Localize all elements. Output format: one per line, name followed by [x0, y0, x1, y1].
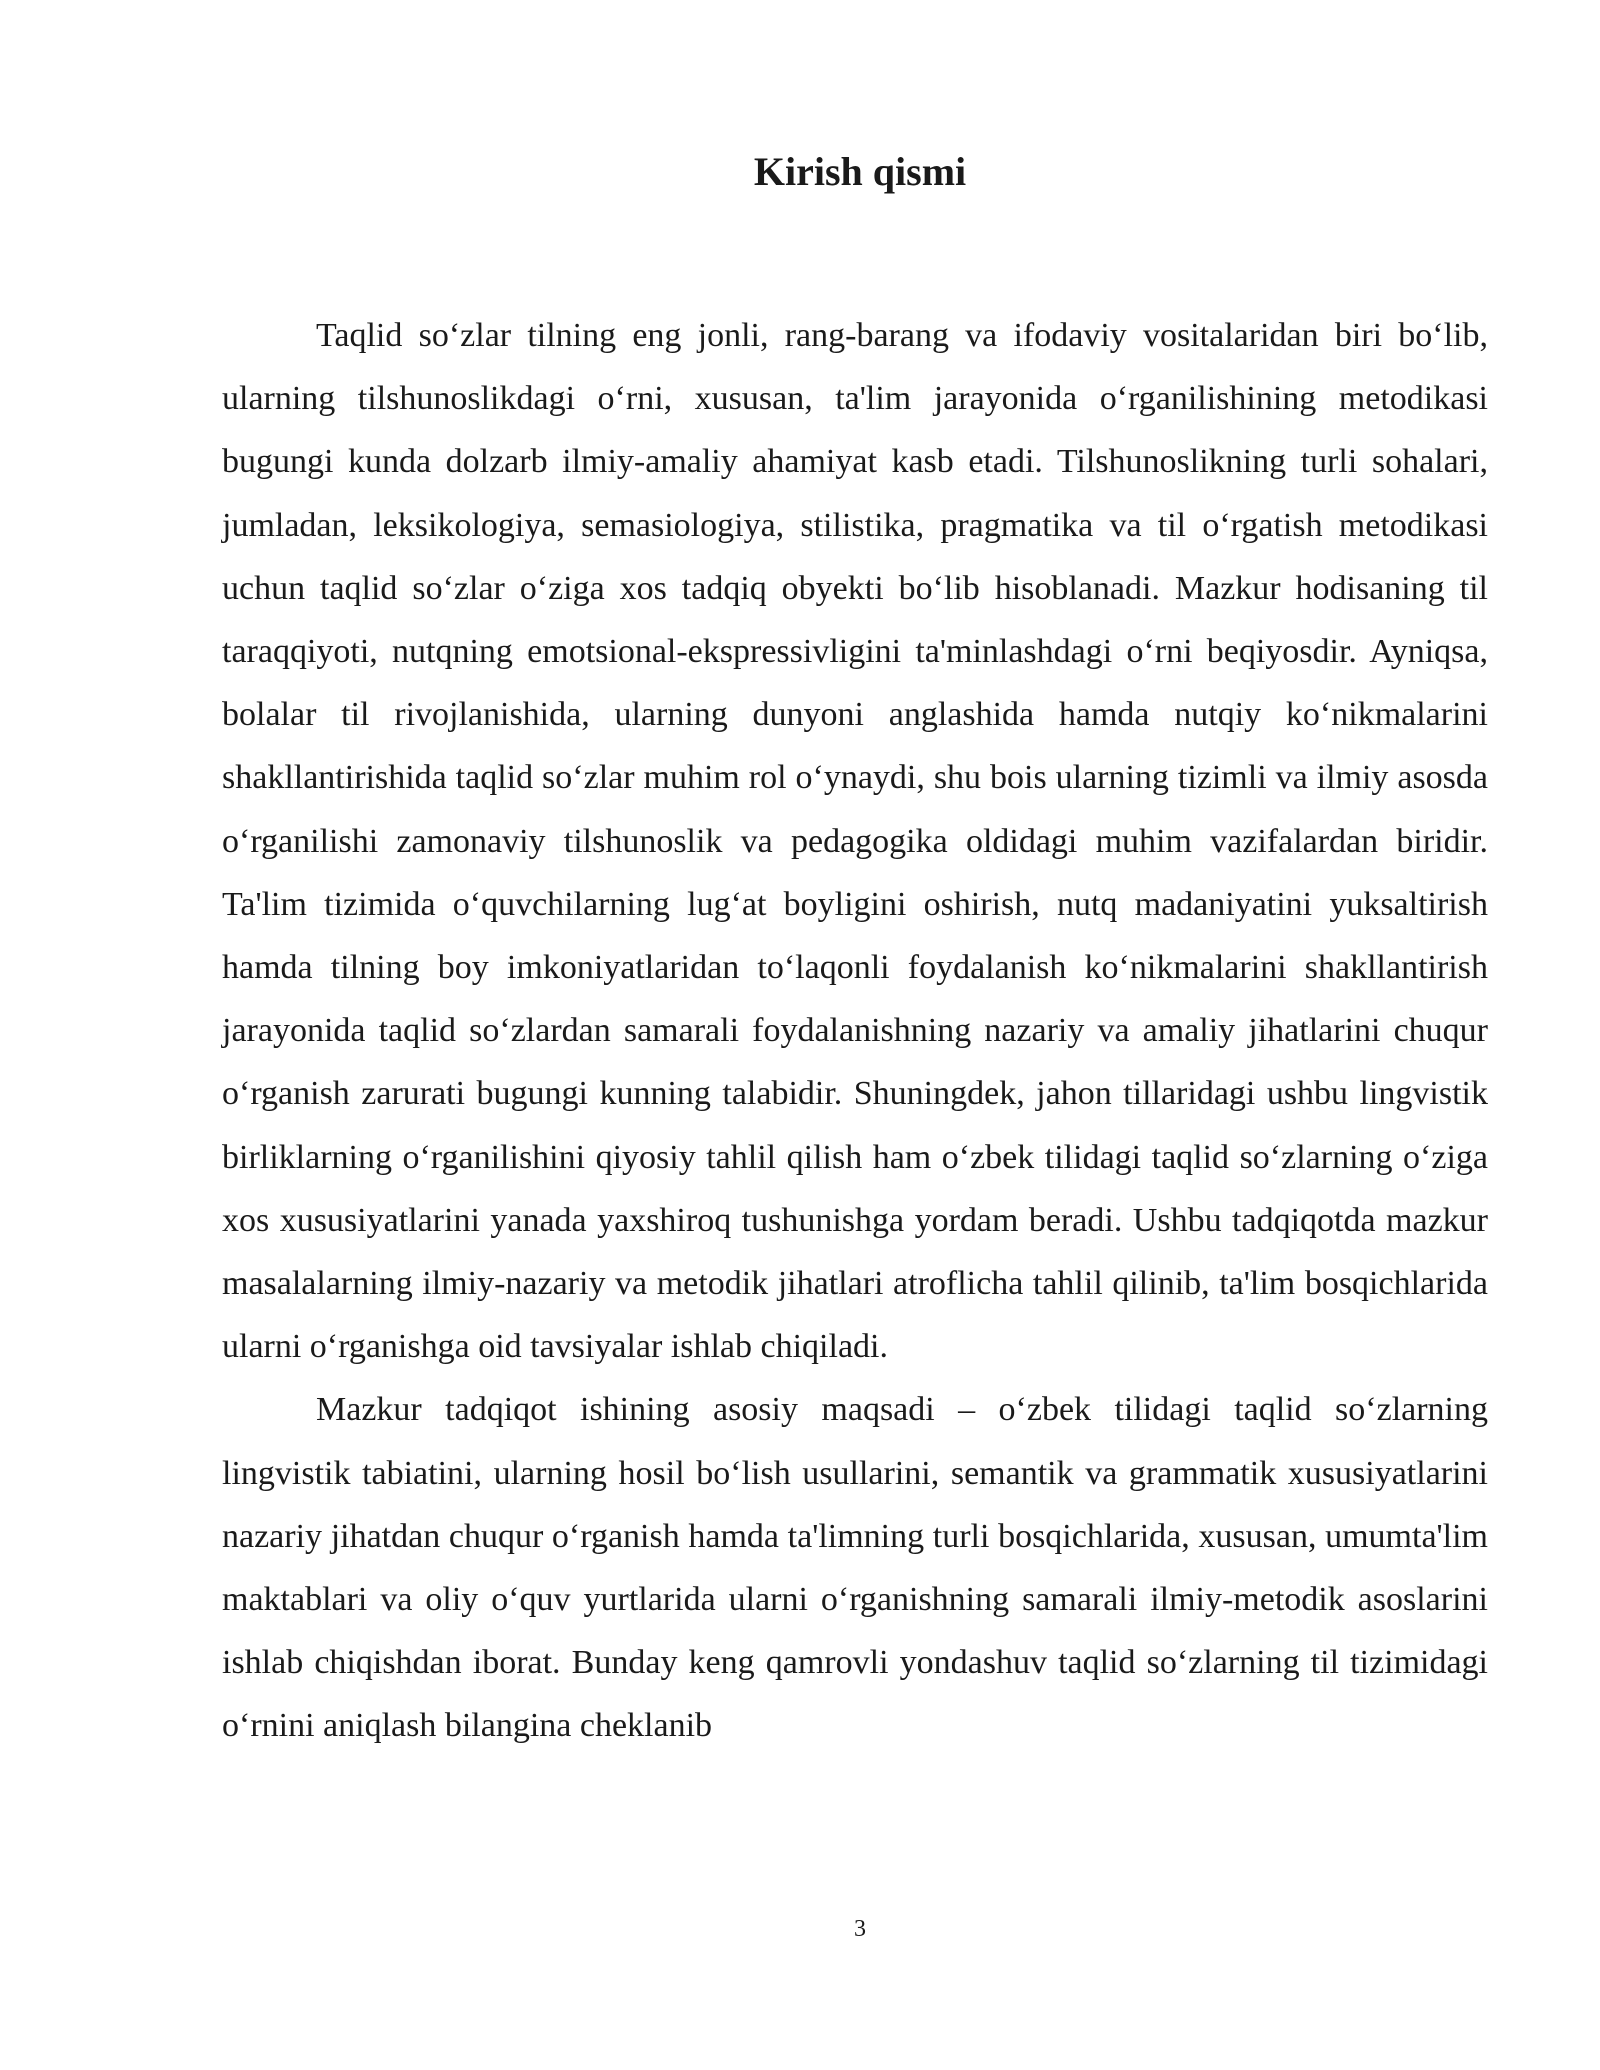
paragraph-2: Mazkur tadqiqot ishining asosiy maqsadi – o‘zbek tilidagi taqlid so‘zlarning lingvistik tabiatini, ularning hosil bo‘lish usullarini, semantik va grammatik xususiyatlarini nazariy jihatdan chuqur o‘rganish hamda ta'limning turli bosqichlarida, xususan, umumta'lim maktablari va oliy o‘quv yurtlarida ularni o‘rganishning samarali ilmiy-metodik asoslarini ishlab chiqishdan iborat. Bunday keng qamrovli yondashuv taqlid so‘zlarning til tizimidagi o‘rnini aniqlash bilangina cheklanib — [222, 1391, 1488, 1745]
page-title: Kirish qismi — [753, 149, 967, 194]
page-number: 3 — [854, 1916, 866, 1942]
paragraph-1: Taqlid so‘zlar tilning eng jonli, rang-barang va ifodaviy vositalaridan biri bo‘lib, ularning tilshunoslikdagi o‘rni, xususan, ta'lim jarayonida o‘rganilishining metodikasi bugungi kunda dolzarb ilmiy-amaliy ahamiyat kasb etadi. Tilshunoslikning turli sohalari, jumladan, leksikologiya, semasiologiya, stilistika, pragmatika va til o‘rgatish metodikasi uchun taqlid so‘zlar o‘ziga xos tadqiq obyekti bo‘lib hisoblanadi. Mazkur hodisaning til taraqqiyoti, nutqning emotsional-ekspressivligini ta'minlashdagi o‘rni beqiyosdir. Ayniqsa, bolalar til rivojlanishida, ularning dunyoni anglashida hamda nutqiy ko‘nikmalarini shakllantirishida taqlid so‘zlar muhim rol o‘ynaydi, shu bois ularning tizimli va ilmiy asosda o‘rganilishi zamonaviy tilshunoslik va pedagogika oldidagi muhim vazifalardan biridir. Ta'lim tizimida o‘quvchilarning lug‘at boyligini oshirish, nutq madaniyatini yuksaltirish hamda tilning boy imkoniyatlaridan to‘laqonli foydalanish ko‘nikmalarini shakllantirish jarayonida taqlid so‘zlardan samarali foydalanishning nazariy va amaliy jihatlarini chuqur o‘rganish zarurati bugungi kunning talabidir. Shuningdek, jahon tillaridagi ushbu lingvistik birliklarning o‘rganilishini qiyosiy tahlil qilish ham o‘zbek tilidagi taqlid so‘zlarning o‘ziga xos xususiyatlarini yanada yaxshiroq tushunishga yordam beradi. Ushbu tadqiqotda mazkur masalalarning ilmiy-nazariy va metodik jihatlari atroflicha tahlil qilinib, ta'lim bosqichlarida ularni o‘rganishga oid tavsiyalar ishlab chiqiladi. — [222, 317, 1488, 1366]
body-text — [222, 304, 1488, 1758]
